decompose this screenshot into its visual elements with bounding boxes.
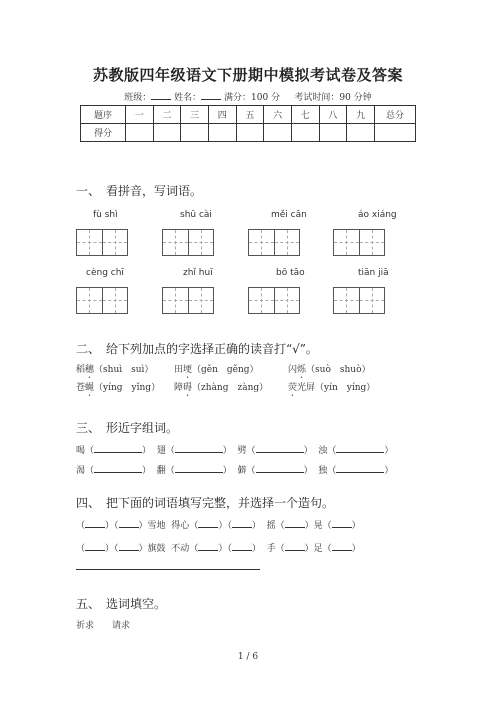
score-header-cell: 一 <box>126 106 154 124</box>
similar-char: 劈 <box>237 446 247 456</box>
answer-blank[interactable] <box>232 542 252 551</box>
pinyin-label: fù shì <box>93 210 118 220</box>
tianzige-box[interactable] <box>333 287 385 314</box>
section-1-heading: 一、 看拼音，写词语。 <box>76 184 203 198</box>
answer-blank[interactable] <box>332 542 352 551</box>
idiom-row: （ ）（ ）雪地 得心（ ）（ ） 摇（ ）晃（ ） <box>76 521 361 531</box>
pinyin-label: bō tāo <box>276 268 305 278</box>
score-table <box>80 105 416 142</box>
tianzige-box[interactable] <box>333 229 385 256</box>
word-group-row: 喝（ ） 翅（ ） 劈（ ） 浊（ ） <box>76 446 394 456</box>
score-header-cell: 八 <box>319 106 347 124</box>
section-3-heading: 三、 形近字组词。 <box>76 421 179 435</box>
section-5-heading: 五、 选词填空。 <box>76 597 167 611</box>
dotted-char: 烁 <box>297 365 307 375</box>
tianzige-box[interactable] <box>162 287 214 314</box>
idiom-part: 得心 <box>171 521 190 531</box>
score-header-row <box>81 106 416 124</box>
score-header-cell: 七 <box>291 106 319 124</box>
idiom-part: 摇 <box>266 521 276 531</box>
section-2-heading: 二、 给下列加点的字选择正确的读音打“√”。 <box>76 342 318 356</box>
dotted-char: 蝇 <box>85 383 95 393</box>
answer-blank[interactable] <box>175 464 223 473</box>
similar-char: 独 <box>318 466 328 476</box>
reading-item <box>76 380 160 399</box>
pinyin-options[interactable]: （shuì suì） <box>94 365 154 375</box>
answer-blank[interactable] <box>119 542 139 551</box>
answer-blank[interactable] <box>336 444 384 453</box>
score-header-cell: 三 <box>181 106 209 124</box>
answer-blank[interactable] <box>336 464 384 473</box>
item-char: 闪 <box>288 365 298 375</box>
score-header-cell: 五 <box>236 106 264 124</box>
idiom-part: 不动 <box>171 544 190 554</box>
sentence-line[interactable] <box>76 569 260 570</box>
answer-blank[interactable] <box>85 542 105 551</box>
pinyin-label: měi cān <box>271 210 307 220</box>
name-blank[interactable] <box>201 91 221 100</box>
reading-item <box>174 380 268 399</box>
idiom-row: （ ）（ ）旗鼓 不动（ ）（ ） 手（ ）足（ ） <box>76 544 361 554</box>
pinyin-label: tiān jiā <box>358 268 389 278</box>
tianzige-box[interactable] <box>248 229 300 256</box>
pinyin-label: shū cài <box>180 210 212 220</box>
dotted-char: 碍 <box>183 383 193 393</box>
similar-char: 喝 <box>76 446 86 456</box>
similar-char: 渴 <box>76 466 86 476</box>
tianzige-box[interactable] <box>162 229 214 256</box>
answer-blank[interactable] <box>285 519 305 528</box>
class-label: 班级： <box>124 93 152 103</box>
idiom-part: 旗鼓 <box>147 544 166 554</box>
similar-char: 浊 <box>318 446 328 456</box>
idiom-part: 雪地 <box>147 521 166 531</box>
similar-char: 翅 <box>156 446 166 456</box>
idiom-part: 晃 <box>313 521 323 531</box>
score-header-cell: 九 <box>347 106 375 124</box>
score-cell[interactable] <box>319 124 347 142</box>
item-char: 田 <box>174 365 184 375</box>
reading-item <box>76 362 153 381</box>
answer-blank[interactable] <box>232 519 252 528</box>
page-number: 1 / 6 <box>237 652 259 662</box>
pinyin-label: áo xiáng <box>358 210 397 220</box>
item-char: 苍 <box>76 383 86 393</box>
pinyin-options[interactable]: （suò shuò） <box>306 365 371 375</box>
tianzige-box[interactable] <box>76 229 128 256</box>
answer-blank[interactable] <box>198 542 218 551</box>
full-score: 满分：100 分 <box>224 93 281 103</box>
score-header-cell: 四 <box>208 106 236 124</box>
score-cell[interactable] <box>236 124 264 142</box>
reading-item <box>174 362 259 381</box>
answer-blank[interactable] <box>85 519 105 528</box>
pinyin-options[interactable]: （gěn gěng） <box>192 365 259 375</box>
name-label: 姓名： <box>174 93 202 103</box>
reading-item <box>288 362 371 381</box>
dotted-char: 荧 <box>288 383 298 393</box>
answer-blank[interactable] <box>94 444 142 453</box>
score-cell[interactable] <box>264 124 292 142</box>
score-cell[interactable] <box>153 124 181 142</box>
score-header-cell: 六 <box>264 106 292 124</box>
idiom-part: 手 <box>266 544 276 554</box>
answer-blank[interactable] <box>332 519 352 528</box>
score-cell[interactable] <box>181 124 209 142</box>
item-char: 障 <box>174 383 184 393</box>
pinyin-options[interactable]: 光屏（yín yíng） <box>297 383 376 393</box>
idiom-part: 足 <box>313 544 323 554</box>
score-row <box>81 124 416 142</box>
page-title: 苏教版四年级语文下册期中模拟考试卷及答案 <box>92 66 403 84</box>
pinyin-options[interactable]: （yíng yǐng） <box>94 383 161 393</box>
score-row-label: 得分 <box>81 124 126 142</box>
reading-item <box>288 380 375 399</box>
score-header-cell: 二 <box>153 106 181 124</box>
answer-blank[interactable] <box>175 444 223 453</box>
score-cell[interactable] <box>291 124 319 142</box>
answer-blank[interactable] <box>256 444 304 453</box>
item-char: 稻 <box>76 365 86 375</box>
word-choices: 祈求 请求 <box>76 621 131 631</box>
answer-blank[interactable] <box>256 464 304 473</box>
score-header-cell: 题序 <box>81 106 126 124</box>
dotted-char: 埂 <box>183 365 193 375</box>
pinyin-label: zhǐ huī <box>183 268 213 278</box>
tianzige-box[interactable] <box>248 287 300 314</box>
exam-info <box>0 90 496 103</box>
word-group-row: 渴（ ） 翻（ ） 僻（ ） 独（ ） <box>76 466 394 476</box>
answer-blank[interactable] <box>94 464 142 473</box>
answer-blank[interactable] <box>198 519 218 528</box>
exam-time: 考试时间：90 分钟 <box>294 93 372 103</box>
score-cell[interactable] <box>208 124 236 142</box>
score-cell[interactable] <box>347 124 375 142</box>
score-header-cell: 总分 <box>375 106 416 124</box>
score-cell[interactable] <box>126 124 154 142</box>
score-cell[interactable] <box>375 124 416 142</box>
pinyin-label: cèng chī <box>86 268 124 278</box>
similar-char: 翻 <box>156 466 166 476</box>
tianzige-box[interactable] <box>76 287 128 314</box>
similar-char: 僻 <box>237 466 247 476</box>
answer-blank[interactable] <box>285 542 305 551</box>
class-blank[interactable] <box>151 91 171 100</box>
answer-blank[interactable] <box>119 519 139 528</box>
pinyin-options[interactable]: （zhàng zàng） <box>192 383 269 393</box>
dotted-char: 穗 <box>85 365 95 375</box>
section-4-heading: 四、 把下面的词语填写完整，并选择一个造句。 <box>76 496 335 510</box>
